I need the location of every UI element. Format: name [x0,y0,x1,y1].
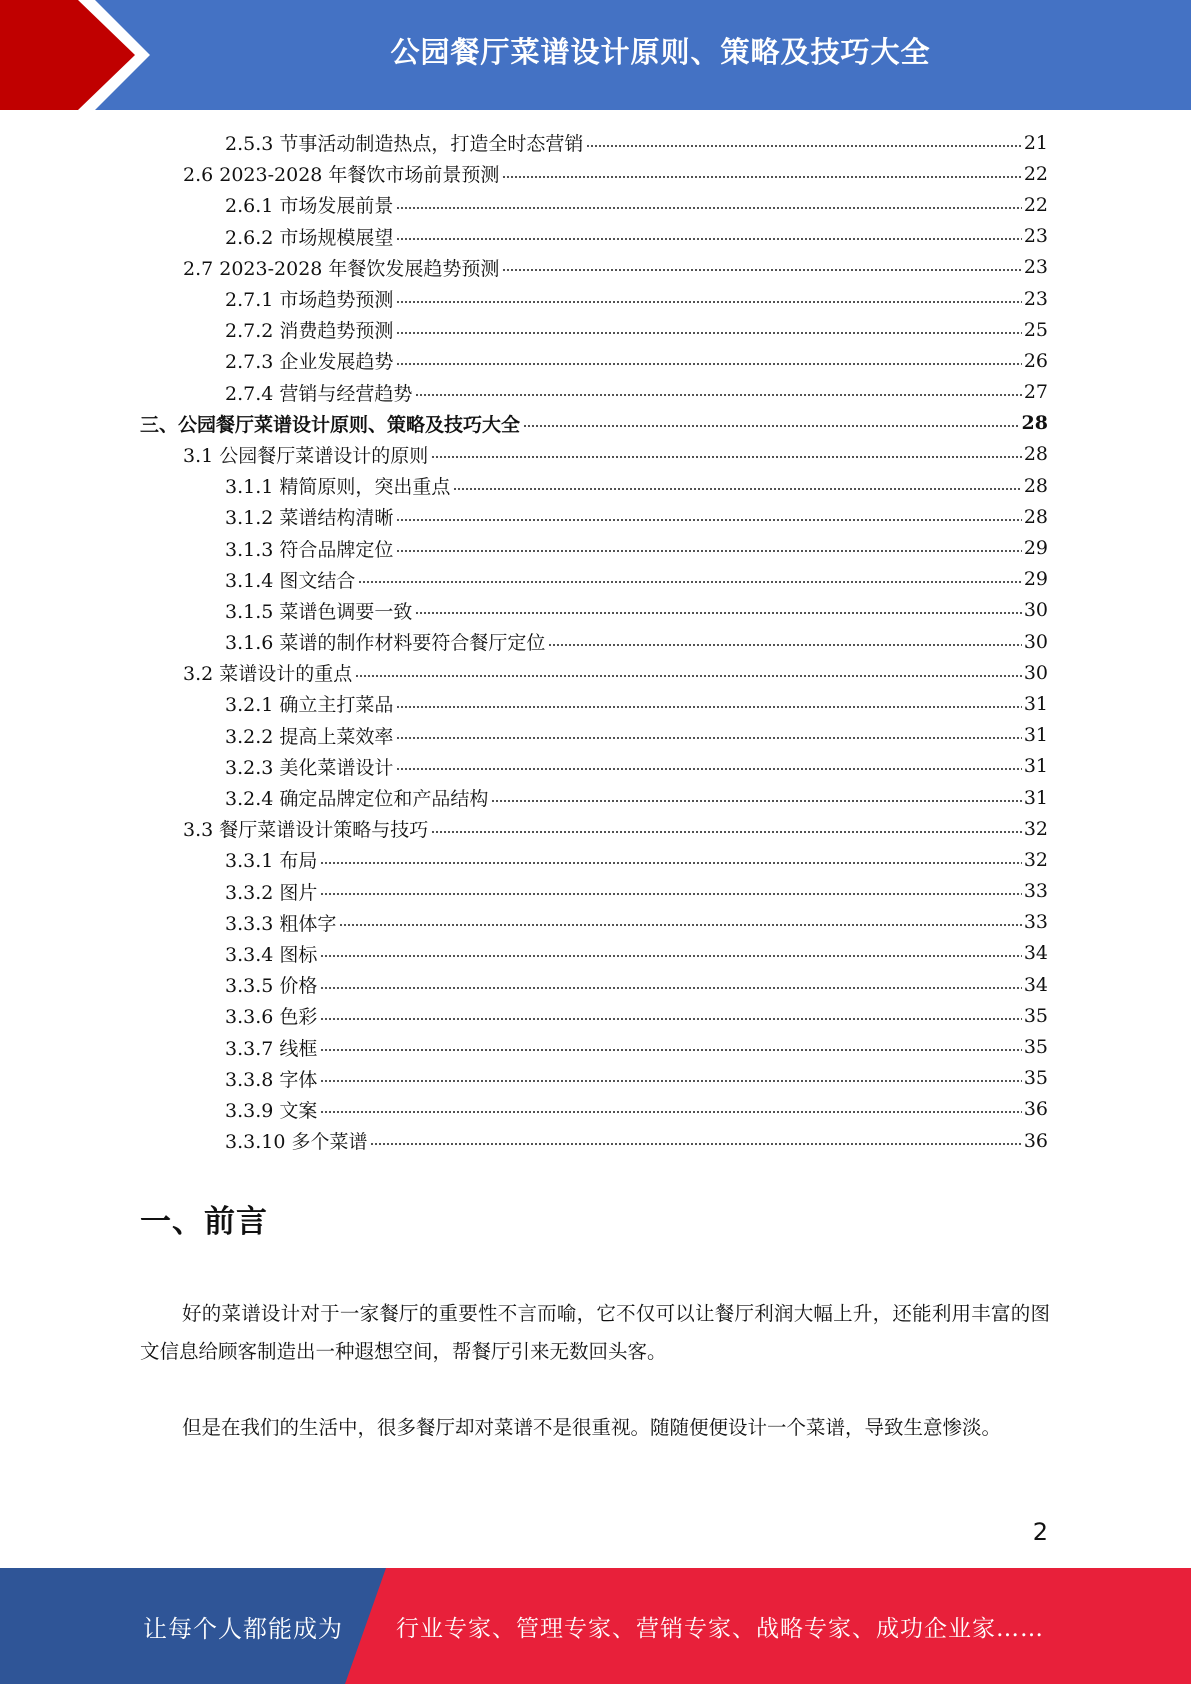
toc-entry[interactable] [140,969,1048,1000]
toc-dot-leader [415,392,1021,398]
toc-dot-leader [396,548,1021,554]
toc-dot-leader [396,299,1021,305]
document-title: 公园餐厅菜谱设计原则、策略及技巧大全 [390,34,931,69]
toc-dot-leader [320,953,1021,959]
toc-dot-leader [396,361,1021,367]
toc-entry[interactable] [140,938,1048,969]
toc-dot-leader [431,454,1022,460]
toc-entry-label: 3.1 公园餐厅菜谱设计的原则 [183,444,429,467]
toc-entry-label: 3.1.4 图文结合 [225,569,356,592]
toc-entry-page: 29 [1023,568,1048,591]
toc-entry-label: 3.1.1 精简原则，突出重点 [225,476,451,499]
toc-dot-leader [320,985,1021,991]
toc-dot-leader [396,735,1021,741]
toc-entry[interactable] [140,751,1048,782]
toc-dot-leader [339,922,1021,928]
toc-entry[interactable] [140,439,1048,470]
toc-dot-leader [320,1078,1021,1084]
toc-entry[interactable] [140,876,1048,907]
toc-entry-label: 3.2.4 确定品牌定位和产品结构 [225,788,489,811]
toc-entry-label: 2.7.1 市场趋势预测 [225,289,394,312]
footer-slogan-right: 行业专家、管理专家、营销专家、战略专家、成功企业家…… [396,1615,1044,1642]
toc-entry[interactable] [140,283,1048,314]
toc-dot-leader [396,330,1021,336]
toc-entry-page: 31 [1023,692,1048,715]
toc-entry-page: 22 [1023,162,1048,185]
toc-entry[interactable] [140,314,1048,345]
toc-entry[interactable] [140,657,1048,688]
toc-dot-leader [320,860,1021,866]
toc-dot-leader [396,236,1021,242]
toc-entry-page: 25 [1023,318,1048,341]
toc-entry-label: 3.1.6 菜谱的制作材料要符合餐厅定位 [225,632,546,655]
toc-entry[interactable] [140,1063,1048,1094]
toc-entry-label: 3.3.10 多个菜谱 [225,1131,368,1154]
toc-entry[interactable] [140,1094,1048,1125]
toc-dot-leader [502,174,1021,180]
toc-entry-page: 30 [1023,661,1048,684]
toc-entry-label: 3.3.3 粗体字 [225,912,337,935]
toc-entry-label: 2.6.1 市场发展前景 [225,195,394,218]
toc-entry-page: 36 [1023,1098,1048,1121]
toc-entry-page: 28 [1023,505,1048,528]
toc-entry-label: 3.3.7 线框 [225,1037,318,1060]
toc-entry-page: 33 [1023,911,1048,934]
toc-entry[interactable] [140,532,1048,563]
toc-dot-leader [453,486,1021,492]
toc-entry[interactable] [140,189,1048,220]
toc-entry[interactable] [140,782,1048,813]
toc-entry[interactable] [140,626,1048,657]
toc-entry-page: 22 [1023,193,1048,216]
toc-entry[interactable] [140,844,1048,875]
toc-entry-label: 3.2 菜谱设计的重点 [183,663,353,686]
toc-entry[interactable] [140,813,1048,844]
toc-dot-leader [415,610,1021,616]
toc-entry-label: 3.3.9 文案 [225,1099,318,1122]
toc-entry-label: 3.2.3 美化菜谱设计 [225,756,394,779]
toc-dot-leader [320,1016,1021,1022]
toc-entry-label: 3.3.4 图标 [225,943,318,966]
body-paragraph: 但是在我们的生活中，很多餐厅却对菜谱不是很重视。随随便便设计一个菜谱，导致生意惨淡。 [182,1416,1002,1439]
toc-entry-label: 2.5.3 节事活动制造热点，打造全时态营销 [225,133,584,156]
toc-dot-leader [491,798,1021,804]
page-header [0,0,1191,110]
toc-entry-page: 23 [1023,256,1048,279]
toc-entry-label: 3.3.5 价格 [225,975,318,998]
toc-dot-leader [396,205,1021,211]
toc-entry-label: 3.1.2 菜谱结构清晰 [225,507,394,530]
toc-entry-page: 27 [1023,381,1048,404]
toc-entry-page: 31 [1023,786,1048,809]
toc-entry-label: 3.3.1 布局 [225,850,318,873]
toc-entry-page: 34 [1023,942,1048,965]
toc-entry[interactable] [140,1125,1048,1156]
toc-entry-page: 32 [1023,817,1048,840]
toc-entry-label: 3.1.3 符合品牌定位 [225,538,394,561]
toc-entry-page: 34 [1023,973,1048,996]
toc-entry[interactable] [140,127,1048,158]
toc-entry-label: 3.1.5 菜谱色调要一致 [225,600,413,623]
toc-entry[interactable] [140,377,1048,408]
toc-entry[interactable] [140,720,1048,751]
toc-entry-page: 35 [1023,1036,1048,1059]
toc-dot-leader [355,673,1022,679]
toc-entry-page: 35 [1023,1067,1048,1090]
toc-entry[interactable] [140,501,1048,532]
toc-entry[interactable] [140,564,1048,595]
toc-entry-page: 33 [1023,880,1048,903]
toc-dot-leader [431,829,1022,835]
toc-entry-page: 23 [1023,287,1048,310]
toc-dot-leader [523,423,1020,429]
toc-entry-page: 28 [1023,474,1048,497]
toc-dot-leader [358,579,1021,585]
toc-entry-label: 3.3 餐厅菜谱设计策略与技巧 [183,819,429,842]
toc-dot-leader [320,1109,1021,1115]
page-number: 2 [1032,1518,1048,1546]
toc-entry-page: 28 [1023,443,1048,466]
toc-entry[interactable] [140,1000,1048,1031]
toc-entry-page: 35 [1023,1004,1048,1027]
toc-entry-label: 2.6.2 市场规模展望 [225,226,394,249]
toc-entry-label: 3.2.1 确立主打菜品 [225,694,394,717]
toc-entry-label: 2.7 2023-2028 年餐饮发展趋势预测 [183,257,500,280]
toc-entry-page: 30 [1023,599,1048,622]
toc-entry-label: 3.3.6 色彩 [225,1006,318,1029]
toc-entry[interactable] [140,252,1048,283]
toc-entry-page: 32 [1023,848,1048,871]
toc-entry[interactable] [140,688,1048,719]
toc-entry-page: 30 [1023,630,1048,653]
toc-entry-page: 36 [1023,1129,1048,1152]
toc-dot-leader [396,704,1021,710]
toc-entry[interactable] [140,158,1048,189]
toc-entry[interactable] [140,470,1048,501]
toc-entry[interactable] [140,1031,1048,1062]
toc-entry-page: 31 [1023,755,1048,778]
section-heading: 一、前言 [140,1204,268,1240]
toc-entry-page: 28 [1021,412,1048,435]
body-paragraph: 好的菜谱设计对于一家餐厅的重要性不言而喻，它不仅可以让餐厅利润大幅上升，还能利用丰富的图文信息给顾客制造出一种遐想空间，帮餐厅引来无数回头客。 [140,1302,1050,1363]
toc-dot-leader [586,143,1021,149]
toc-entry[interactable] [140,345,1048,376]
toc-entry-page: 26 [1023,349,1048,372]
toc-entry-page: 21 [1023,131,1048,154]
toc-entry-label: 三、公园餐厅菜谱设计原则、策略及技巧大全 [140,413,521,436]
footer-slogan-left: 让每个人都能成为 [143,1614,343,1643]
table-of-contents [140,127,1048,1156]
toc-entry[interactable] [140,221,1048,252]
toc-dot-leader [548,642,1021,648]
toc-dot-leader [320,891,1021,897]
toc-entry-label: 3.2.2 提高上菜效率 [225,725,394,748]
toc-dot-leader [370,1141,1021,1147]
toc-dot-leader [320,1047,1021,1053]
toc-entry[interactable] [140,595,1048,626]
toc-entry-label: 2.6 2023-2028 年餐饮市场前景预测 [183,164,500,187]
toc-entry-page: 31 [1023,724,1048,747]
toc-entry-page: 23 [1023,225,1048,248]
page-footer [0,1568,1191,1684]
header-chevron-decoration [0,0,160,110]
toc-entry-label: 3.3.8 字体 [225,1068,318,1091]
toc-entry[interactable] [140,408,1048,439]
toc-dot-leader [396,517,1021,523]
toc-dot-leader [502,267,1021,273]
toc-entry-label: 2.7.3 企业发展趋势 [225,351,394,374]
toc-entry-label: 3.3.2 图片 [225,881,318,904]
toc-entry-label: 2.7.2 消费趋势预测 [225,320,394,343]
toc-entry-page: 29 [1023,537,1048,560]
toc-entry-label: 2.7.4 营销与经营趋势 [225,382,413,405]
toc-dot-leader [396,766,1021,772]
toc-entry[interactable] [140,907,1048,938]
